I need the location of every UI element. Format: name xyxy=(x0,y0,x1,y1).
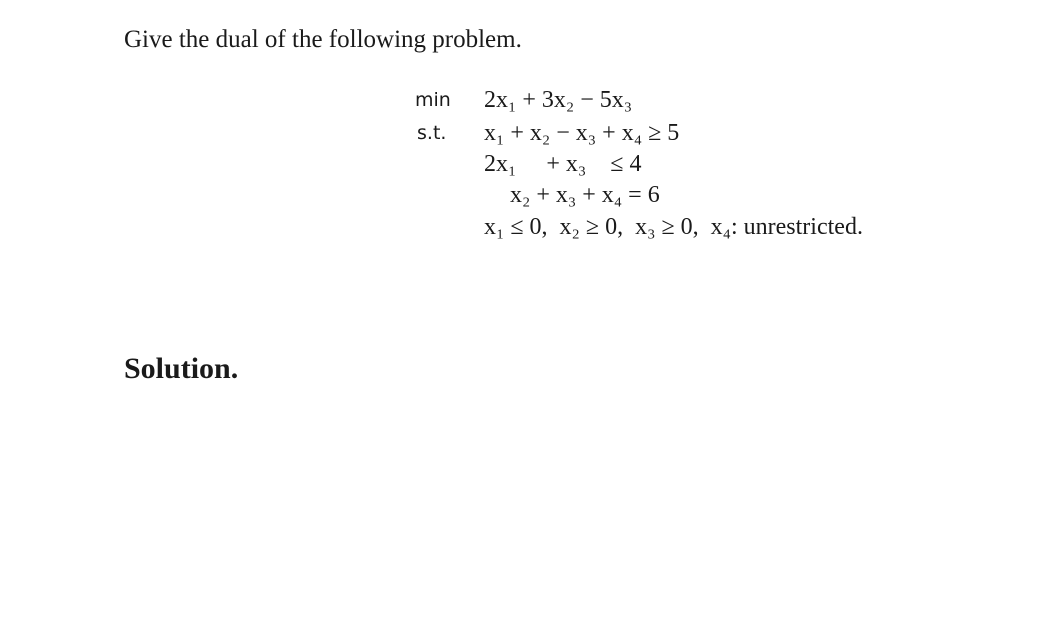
sign-restrictions: x₁ ≤ 0, x₂ ≥ 0, x₃ ≥ 0, x₄: unrestricted. xyxy=(484,214,863,240)
problem-prompt: Give the dual of the following problem. xyxy=(124,26,522,53)
objective-function: 2x₁ + 3x₂ − 5x₃ xyxy=(484,87,633,113)
constraint-3: x₂ + x₃ + x₄ = 6 xyxy=(510,182,660,208)
constraints-label: s.t. xyxy=(417,122,447,144)
constraint-2: 2x₁ + x₃ ≤ 4 xyxy=(484,151,642,177)
constraint-1: x₁ + x₂ − x₃ + x₄ ≥ 5 xyxy=(484,120,680,146)
solution-heading: Solution. xyxy=(124,352,239,385)
objective-label: min xyxy=(415,89,451,111)
